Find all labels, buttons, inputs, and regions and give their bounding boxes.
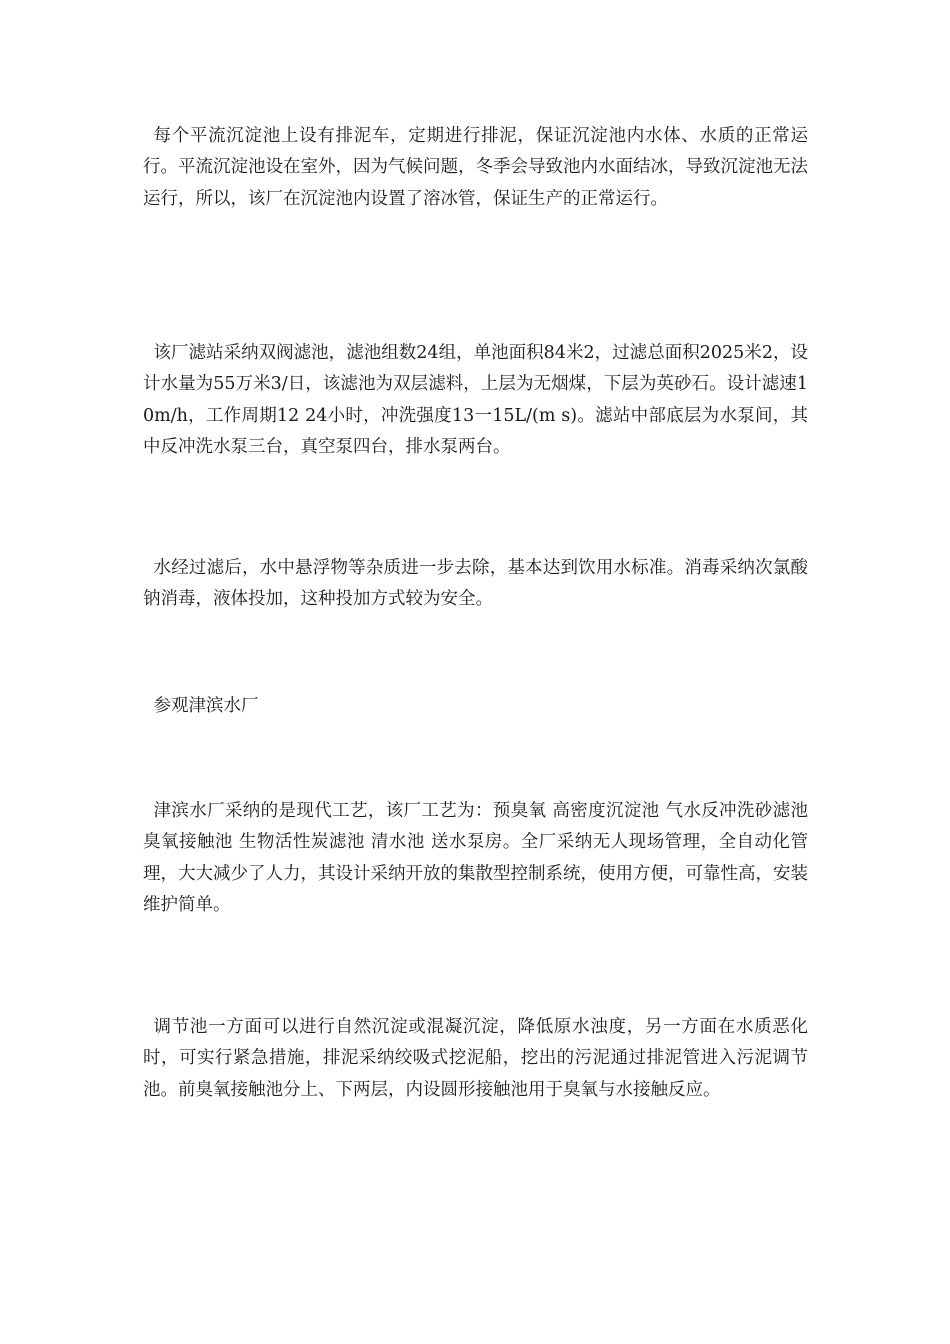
paragraph-filtration: 该厂滤站采纳双阀滤池，滤池组数24组，单池面积84米2，过滤总面积2025米2，设计水量为55万米3/日，该滤池为双层滤料，上层为无烟煤，下层为英砂石。设计滤速10m/h，工作周期12 24小时，冲洗强度13一15L/(m s)。滤站中部底层为水泵间，其中反冲洗水泵三台，真空泵四台，排水泵两台。 [143, 343, 808, 457]
paragraph-disinfection: 水经过滤后，水中悬浮物等杂质进一步去除，基本达到饮用水标准。消毒采纳次氯酸钠消毒，液体投加，这种投加方式较为安全。 [143, 558, 808, 610]
section-heading: 参观津滨水厂 [153, 696, 259, 716]
paragraph-sedimentation: 每个平流沉淀池上设有排泥车，定期进行排泥，保证沉淀池内水体、水质的正常运行。平流沉淀池设在室外，因为气候问题，冬季会导致池内水面结冰，导致沉淀池无法运行，所以，该厂在沉淀池内设置了溶冰管，保证生产的正常运行。 [143, 126, 808, 209]
paragraph-jinbin-process: 津滨水厂采纳的是现代工艺，该厂工艺为：预臭氧 高密度沉淀池 气水反冲洗砂滤池 臭氧接触池 生物活性炭滤池 清水池 送水泵房。全厂采纳无人现场管理，全自动化管理，大大减少了人力，其设计采纳开放的集散型控制系统，使用方便，可靠性高，安装维护简单。 [143, 801, 808, 915]
paragraph-regulating-tank: 调节池一方面可以进行自然沉淀或混凝沉淀，降低原水浊度，另一方面在水质恶化时，可实行紧急措施，排泥采纳绞吸式挖泥船，挖出的污泥通过排泥管进入污泥调节池。前臭氧接触池分上、下两层，内设圆形接触池用于臭氧与水接触反应。 [143, 1017, 808, 1100]
